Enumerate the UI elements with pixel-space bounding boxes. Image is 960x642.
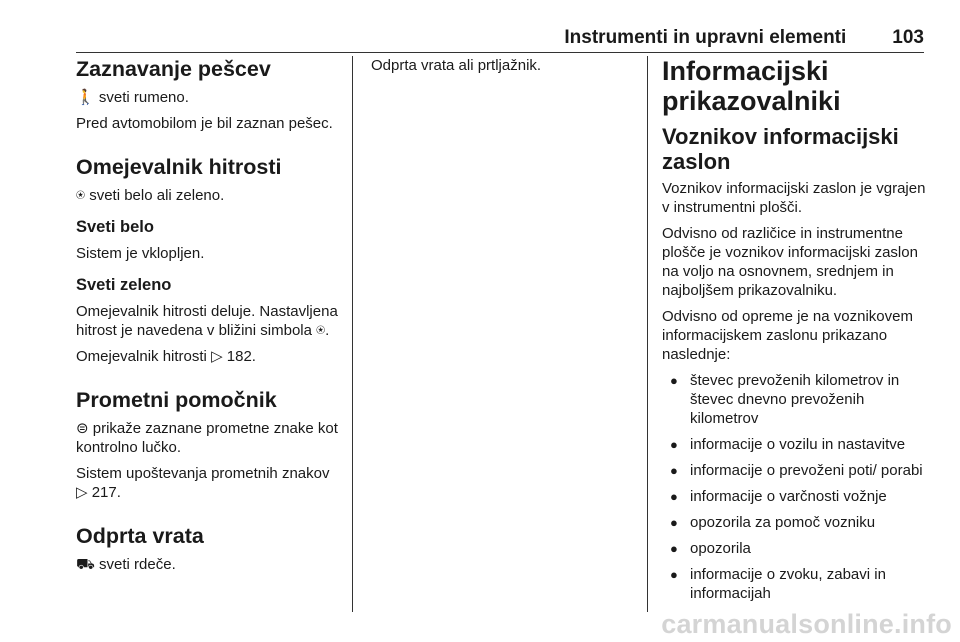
list-item: ● opozorila bbox=[670, 540, 751, 557]
speed-limiter-reference: Omejevalnik hitrosti ▷ 182. bbox=[76, 348, 256, 365]
traffic-assistant-text: ⊜ prikaže zaznane prometne znake kot kontrolno lučko. bbox=[76, 420, 338, 456]
open-door-or-trunk-text: Odprta vrata ali prtljažnik. bbox=[371, 57, 542, 74]
heading-driver-information-centre: Voznikov informacijski zaslon bbox=[662, 124, 899, 174]
page-reference-link[interactable]: 217. bbox=[91, 484, 121, 501]
bullet-icon: ● bbox=[670, 373, 678, 388]
column-3 bbox=[662, 56, 928, 610]
subheading-lit-white: Sveti belo bbox=[76, 218, 154, 236]
speed-limiter-icon: ⍟ bbox=[316, 322, 326, 339]
bullet-icon: ● bbox=[670, 437, 678, 452]
header-title: Instrumenti in upravni elementi bbox=[564, 27, 847, 48]
page-reference-link[interactable]: 182. bbox=[226, 348, 256, 365]
dic-paragraph-2: Odvisno od različice in instrumentne plošče je voznikov informacijski zaslon na voljo na osnovnem, srednjem in najboljšem prikazovalniku. bbox=[662, 225, 918, 299]
speed-limiter-white-text: Sistem je vklopljen. bbox=[76, 245, 205, 262]
list-item: ● informacije o zvoku, zabavi in informacijah bbox=[670, 566, 886, 602]
dic-paragraph-3: Odvisno od opreme je na voznikovem informacijskem zaslonu prikazano naslednje: bbox=[662, 308, 913, 363]
page-reference-arrow-icon: ▷ bbox=[76, 484, 88, 501]
bullet-icon: ● bbox=[670, 463, 678, 478]
bullet-icon: ● bbox=[670, 541, 678, 556]
list-item: ● opozorila za pomoč vozniku bbox=[670, 514, 876, 531]
column-divider-2 bbox=[647, 56, 648, 612]
pedestrian-status-text: 🚶 sveti rumeno. bbox=[76, 89, 189, 106]
list-item: ● informacije o prevoženi poti/ porabi bbox=[670, 462, 923, 479]
traffic-sign-reference: Sistem upoštevanja prometnih znakov ▷ 217. bbox=[76, 465, 330, 501]
dic-paragraph-1: Voznikov informacijski zaslon je vgrajen v instrumentni plošči. bbox=[662, 180, 926, 216]
page-number: 103 bbox=[892, 27, 924, 48]
heading-information-displays: Informacijski prikazovalniki bbox=[662, 56, 841, 116]
column-2 bbox=[371, 56, 641, 82]
pedestrian-icon: 🚶 bbox=[76, 89, 95, 106]
pedestrian-description: Pred avtomobilom je bil zaznan pešec. bbox=[76, 115, 333, 132]
subheading-lit-green: Sveti zeleno bbox=[76, 276, 172, 294]
column-1 bbox=[76, 56, 342, 581]
watermark: carmanualsonline.info bbox=[661, 609, 952, 639]
page-reference-arrow-icon: ▷ bbox=[211, 348, 223, 365]
bullet-icon: ● bbox=[670, 515, 678, 530]
column-divider-1 bbox=[352, 56, 353, 612]
heading-speed-limiter: Omejevalnik hitrosti bbox=[76, 155, 282, 179]
open-door-status-text: ⛟ sveti rdeče. bbox=[76, 556, 176, 573]
speed-limiter-green-text: Omejevalnik hitrosti deluje. Nastavljena hitrost je navedena v bližini simbola ⍟. bbox=[76, 303, 338, 339]
speed-limiter-icon: ⍟ bbox=[76, 187, 86, 204]
open-door-icon: ⛟ bbox=[76, 556, 95, 573]
dic-feature-list bbox=[662, 371, 928, 603]
heading-traffic-assistant: Prometni pomočnik bbox=[76, 388, 277, 412]
list-item: ● informacije o vozilu in nastavitve bbox=[670, 436, 906, 453]
page-header bbox=[76, 26, 924, 53]
heading-open-door: Odprta vrata bbox=[76, 524, 204, 548]
list-item: ● informacije o varčnosti vožnje bbox=[670, 488, 887, 505]
list-item: ● števec prevoženih kilometrov in števec dnevno prevoženih kilometrov bbox=[670, 372, 900, 427]
bullet-icon: ● bbox=[670, 567, 678, 582]
bullet-icon: ● bbox=[670, 489, 678, 504]
speed-limiter-status-text: ⍟ sveti belo ali zeleno. bbox=[76, 187, 225, 204]
traffic-assistant-icon: ⊜ bbox=[76, 420, 89, 437]
heading-pedestrian-detection: Zaznavanje pešcev bbox=[76, 57, 271, 81]
